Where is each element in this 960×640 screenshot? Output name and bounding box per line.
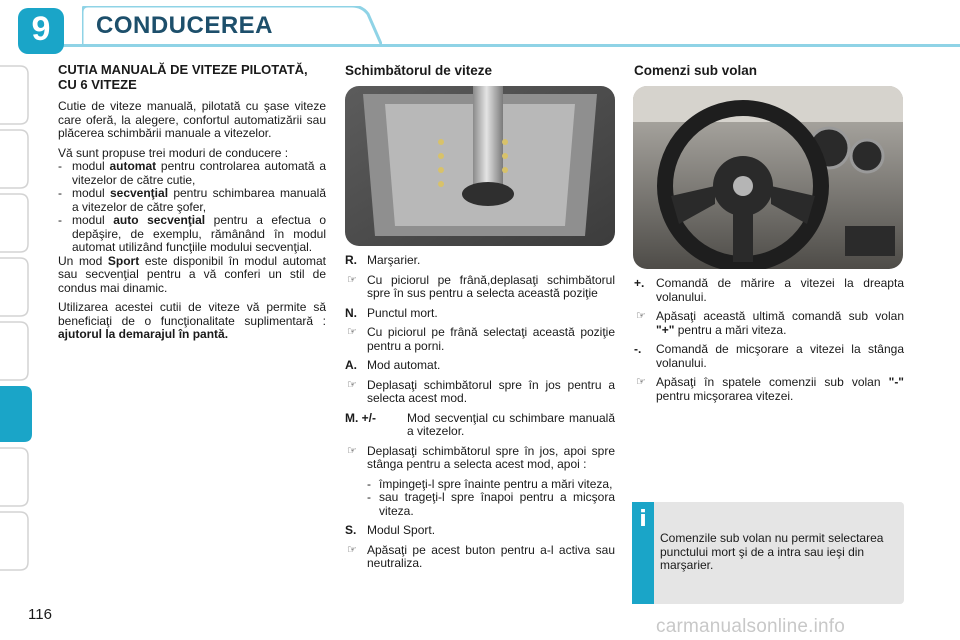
mode-pre: modul [72,213,114,227]
sub-step-text: împingeţi-l spre înainte pentru a mări viteza, [379,476,613,491]
instruction-post: pentru a mări viteza. [674,322,787,337]
chapter-tabs [0,60,36,580]
bullet-dash: - [367,490,371,504]
gear-position-text: Marşarier. [367,253,421,267]
intro-paragraph: Cutie de viteze manuală, pilotată cu şase viteze care oferă, la alegere, confortul automatizării sau plăcerea schimbării manuale a vitezelor. [58,99,326,140]
gear-position-text: Mod secvenţial cu schimbare manuală a vitezelor. [407,410,615,438]
gear-position-label: R. [345,253,357,267]
pointing-hand-icon: ☞ [347,444,357,457]
instruction-text: Deplasaţi schimbătorul spre în jos pentru a selecta acest mod. [367,377,615,405]
sub-step [345,478,615,492]
control-label: +. [634,276,645,290]
extra-paragraph: Utilizarea acestei cutii de viteze vă permite să beneficiaţi de o funcţionalitate suplimentară : ajutorul la demarajul în pantă. [58,300,326,341]
sport-paragraph: Un mod Sport este disponibil în modul automat sau secvenţial pentru a vă conferi un stil de condus mai dinamic. [58,253,326,295]
mode-item [58,214,326,255]
pointing-hand-icon: ☞ [347,378,357,391]
modes-intro: Vă sunt propuse trei moduri de conducere : [58,145,289,160]
gear-lever-photo [345,86,615,246]
mode-description: pentru controlarea automată a vitezelor de către cutie, [72,159,326,187]
instruction-pre: Apăsaţi această ultimă comandă sub volan [656,309,904,323]
gear-position-label: S. [345,523,357,537]
mode-name: auto secvenţial [113,213,206,227]
bullet-dash: - [367,476,371,491]
chapter-number: 9 [31,10,51,48]
chapter-title: CONDUCEREA [96,12,274,39]
instruction-text: Apăsaţi pe acest buton pentru a-l activa sau neutraliza. [367,542,615,570]
gear-position-label: A. [345,358,357,372]
mode-item [58,160,326,187]
mode-description: pentru schimbarea manuală a vitezelor de către şofer, [72,186,326,214]
instruction-step [345,326,615,353]
gear-position [345,307,615,321]
gear-position-label: M. +/- [345,410,377,425]
control-symbol: "+" [656,322,675,337]
mode-pre: modul [72,186,110,200]
control-item [634,343,904,370]
instruction-text: Cu piciorul pe frână selectaţi această poziţie pentru a porni. [367,325,615,353]
section-title: CUTIA MANUALĂ DE VITEZE PILOTATĂ, CU 6 VITEZE [58,62,308,92]
modes-list [58,160,326,255]
gear-lever-instructions [345,254,615,571]
info-icon: i [632,508,654,532]
info-text: Comenzile sub volan nu permit selectarea punctului mort şi de a intra sau ieşi din marşarier. [660,531,884,572]
control-label: -. [634,342,642,356]
mode-pre: modul [72,159,110,173]
gear-position-text: Punctul mort. [367,305,438,320]
gear-position-text: Mod automat. [367,358,441,372]
mode-item [58,187,326,214]
sub-step-text: sau trageţi-l spre înapoi pentru a micşora viteza. [379,490,615,518]
instruction-step [345,379,615,406]
gear-position [345,359,615,373]
sub-step [345,491,615,518]
mode-description: pentru a efectua o depăşire, de exemplu, rămânând în modul automat utilizând funcţiile modului secvenţial. [72,213,326,254]
gear-position-text: Modul Sport. [367,523,436,537]
instruction-post: pentru micşorarea vitezei. [656,388,794,403]
bullet-dash: - [58,213,62,227]
steering-controls-instructions [634,277,904,403]
instruction-step [634,310,904,337]
steering-wheel-photo [633,86,903,269]
gear-position-label: N. [345,305,357,320]
pointing-hand-icon: ☞ [347,326,357,338]
watermark: carmanualsonline.info [656,616,846,637]
pointing-hand-icon: ☞ [636,376,646,388]
gear-position [345,412,615,439]
pointing-hand-icon: ☞ [347,273,357,286]
instruction-step [345,274,615,301]
instruction-text: Cu piciorul pe frână,deplasaţi schimbătorul spre în sus pentru a selecta această poziţie [367,272,615,300]
bullet-dash: - [58,186,62,200]
mode-name: automat [109,159,157,173]
gear-lever-heading: Schimbătorul de viteze [345,63,493,78]
pointing-hand-icon: ☞ [347,543,357,556]
pointing-hand-icon: ☞ [636,310,646,322]
header-rule [60,44,960,47]
control-item [634,277,904,304]
instruction-text: Deplasaţi schimbătorul spre în jos, apoi spre stânga pentru a selecta acest mod, apoi : [367,443,615,471]
intro-column [58,62,326,342]
gear-position [345,254,615,268]
instruction-step [345,445,615,472]
control-symbol: "-" [888,375,904,389]
gear-position [345,524,615,538]
mode-name: secvenţial [109,186,169,200]
bullet-dash: - [58,159,62,173]
instruction-step [345,544,615,571]
steering-controls-heading: Comenzi sub volan [634,63,758,78]
instruction-step [634,376,904,403]
page-number: 116 [28,606,52,623]
instruction-pre: Apăsaţi în spatele comenzii sub volan [656,375,889,389]
control-text: Comandă de micşorare a vitezei la stânga volanului. [656,342,904,370]
control-text: Comandă de mărire a vitezei la dreapta volanului. [656,276,904,304]
